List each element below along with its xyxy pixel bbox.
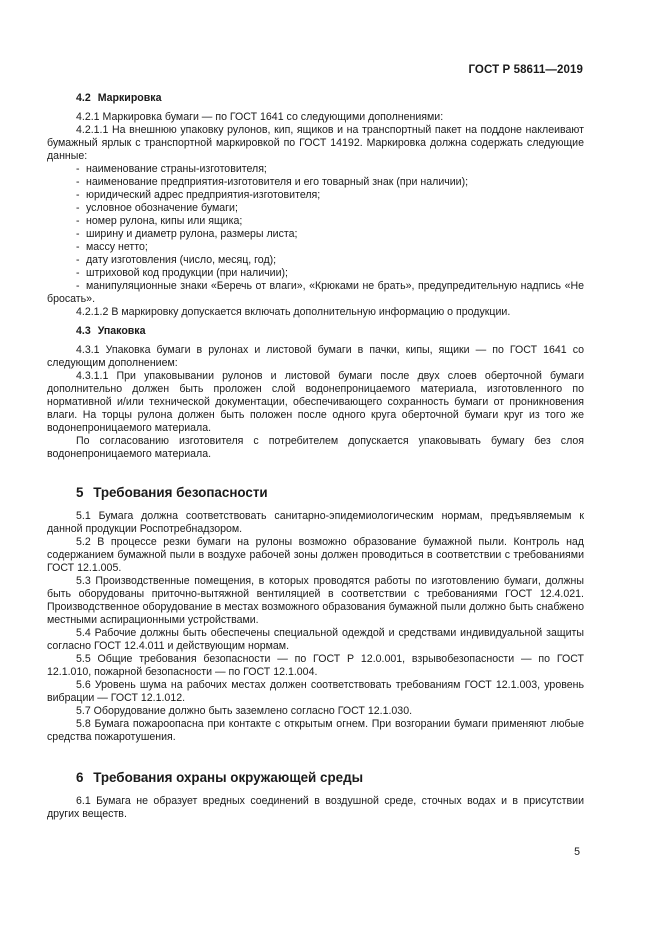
paragraph-6-1: 6.1 Бумага не образует вредных соединений в воздушной среде, сточных водах и в присутствии других веществ. [47,795,584,820]
section-title: Маркировка [97,92,162,104]
document-body [47,92,584,821]
section-4-3-heading [47,325,584,338]
paragraph-5-7: 5.7 Оборудование должно быть заземлено согласно ГОСТ 12.1.030. [76,705,413,717]
section-title: Требования охраны окружающей среды [93,770,364,785]
paragraph-5-8: 5.8 Бумага пожароопасна при контакте с открытым огнем. При возгорании бумаги применяют любые средства пожаротушения. [47,718,584,743]
section-6-heading [47,770,584,786]
paragraph-4-3-1: 4.3.1 Упаковка бумаги в рулонах и листовой бумаги в пачки, кипы, ящики — по ГОСТ 1641 со следующим дополнением: [47,344,584,369]
paragraph-4-2-1: 4.2.1 Маркировка бумаги — по ГОСТ 1641 со следующими дополнениями: [76,111,444,123]
paragraph-4-3-1-1: 4.3.1.1 При упаковывании рулонов и листовой бумаги после двух слоев оберточной бумаги дополнительно должен быть проложен слой водонепроницаемого материала, изготовленного по нормативной и/или технической документации, обеспечивающего сохранность бумаги от проникновения влаги. На торцы рулона должен быть положен после одного круга оберточной бумаги круг из того же водонепроницаемого материала. [47,370,584,434]
paragraph-5-2: 5.2 В процессе резки бумаги на рулоны возможно образование бумажной пыли. Контроль над содержанием бумажной пыли в воздухе рабочей зоны должен проводиться в соответствии с требованиями ГОСТ 12.1.005. [47,536,584,574]
list-item: - массу нетто; [76,241,148,253]
paragraph-5-3: 5.3 Производственные помещения, в которых проводятся работы по изготовлению бумаги, должны быть оборудованы приточно-вытяжной вентиляцией в соответствии с требованиями ГОСТ 12.4.021. Производственное оборудование в местах возможного образования бумажной пыли должно быть снабжено местными аспирационными устройствами. [47,575,584,626]
list-item: - наименование страны-изготовителя; [76,163,267,175]
list-item: - номер рулона, кипы или ящика; [76,215,243,227]
section-number: 4.3 [76,325,91,337]
page-number: 5 [574,846,580,858]
paragraph-5-4: 5.4 Рабочие должны быть обеспечены специальной одеждой и средствами индивидуальной защиты согласно ГОСТ 12.4.011 и действующим нормам. [47,627,584,652]
section-4-2-heading [47,92,584,105]
list-item: - юридический адрес предприятия-изготовителя; [76,189,321,201]
section-5-heading [47,485,584,501]
marking-data-list [47,163,584,306]
section-number: 5 [76,485,84,500]
paragraph-5-6: 5.6 Уровень шума на рабочих местах должен соответствовать требованиям ГОСТ 12.1.003, уровень вибрации — ГОСТ 12.1.012. [47,679,584,704]
section-title: Упаковка [97,325,146,337]
list-item: - наименование предприятия-изготовителя и его товарный знак (при наличии); [76,176,469,188]
list-item: - ширину и диаметр рулона, размеры листа; [76,228,298,240]
section-number: 6 [76,770,84,785]
paragraph-agreement: По согласованию изготовителя с потребителем допускается упаковывать бумагу без слоя водонепроницаемого материала. [47,435,584,460]
list-item: - условное обозначение бумаги; [76,202,238,214]
list-item: - штриховой код продукции (при наличии); [76,267,288,279]
paragraph-5-5: 5.5 Общие требования безопасности — по ГОСТ Р 12.0.001, взрывобезопасности — по ГОСТ 12.1.010, пожарной безопасности — по ГОСТ 12.1.004. [47,653,584,678]
list-item: - манипуляционные знаки «Беречь от влаги», «Крюками не брать», предупредительную надпись «Не бросать». [47,280,584,305]
section-number: 4.2 [76,92,91,104]
paragraph-4-2-1-2: 4.2.1.2 В маркировку допускается включать дополнительную информацию о продукции. [76,306,511,318]
paragraph-4-2-1-1: 4.2.1.1 На внешнюю упаковку рулонов, кип, ящиков и на транспортный пакет на поддоне наклеивают бумажный ярлык с транспортной маркировкой по ГОСТ 14192. Маркировка должна содержать следующие данные: [47,124,584,162]
list-item: - дату изготовления (число, месяц, год); [76,254,277,266]
document-header-id: ГОСТ Р 58611—2019 [468,64,583,76]
section-title: Требования безопасности [93,485,268,500]
paragraph-5-1: 5.1 Бумага должна соответствовать санитарно-эпидемиологическим нормам, предъявляемым к данной продукции Роспотребнадзором. [47,510,584,535]
